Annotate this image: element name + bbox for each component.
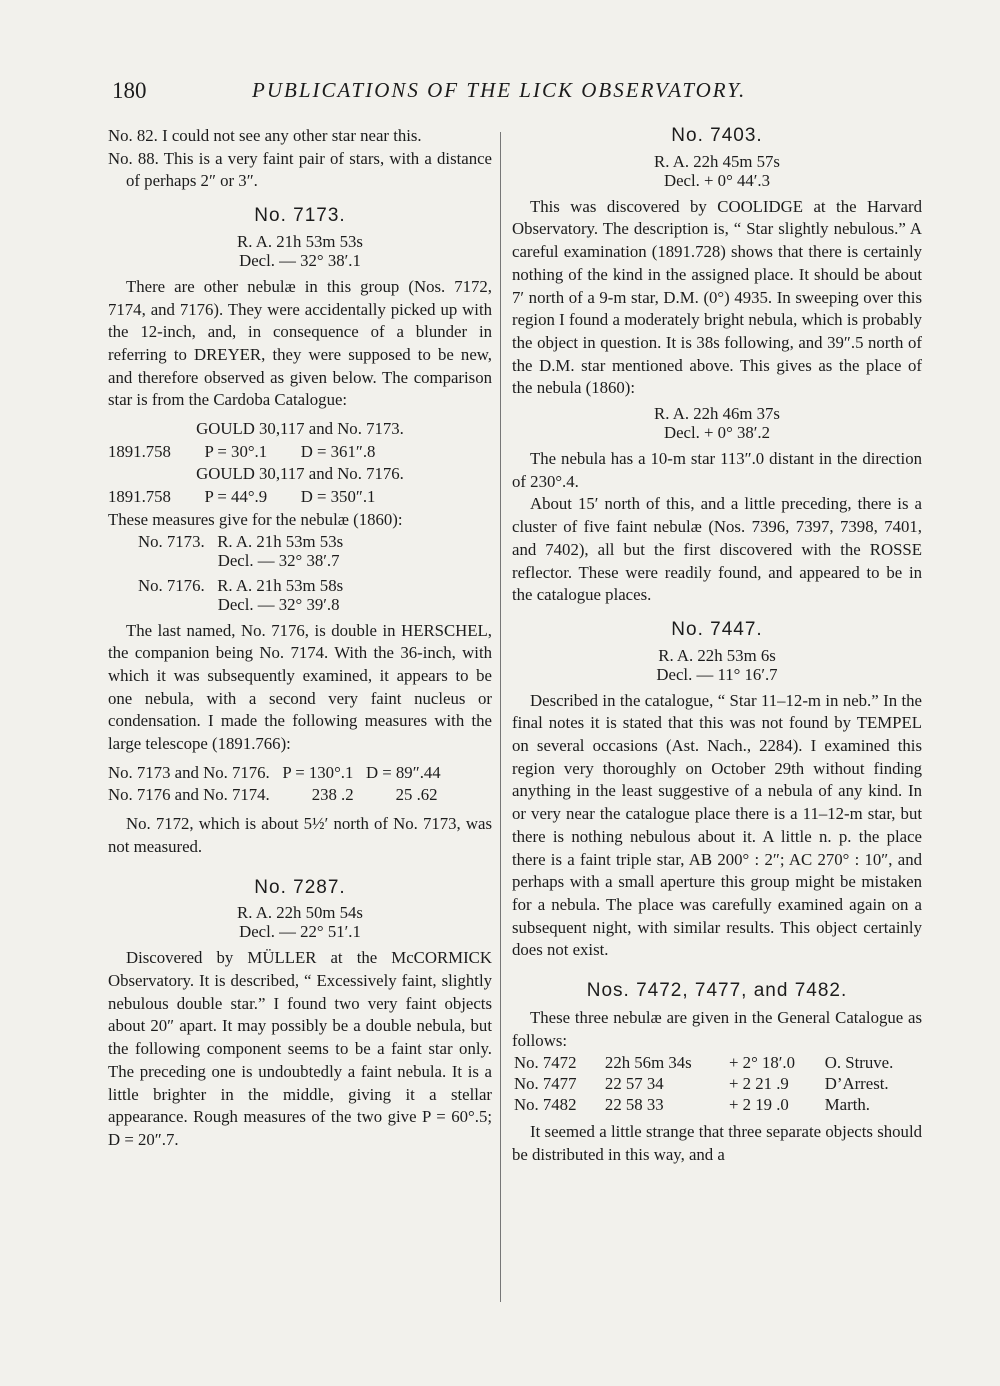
dec-7447: Decl. — 11° 16′.7 — [656, 664, 778, 684]
ra-7403-nebula: R. A. 22h 46m 37s — [654, 404, 780, 424]
measure-7176-ra: No. 7176. R. A. 21h 53m 58s — [138, 575, 344, 595]
paragraph-3: The last named, No. 7176, is double in HERSCHEL, the companion being No. 7174. With the 36-inch, with which it was subsequently examined, it appears to be one nebula, with a second very faint nucleus or condensation. I made the following measures with the large telescope (1891.766): — [108, 620, 492, 754]
note-88: No. 88. This is a very faint pair of stars, with a distance of perhaps 2″ or 3″. — [108, 148, 492, 191]
table-row — [512, 1094, 922, 1115]
coords-7403-nebula — [512, 404, 922, 442]
heading-7472: Nos. 7472, 7477, and 7482. — [586, 980, 848, 1002]
coords-7447 — [512, 646, 922, 684]
dec-7403-nebula: Decl. + 0° 38′.2 — [663, 423, 771, 443]
measure-7176-dec: Decl. — 32° 39′.8 — [138, 594, 340, 614]
measure-7173-ra: No. 7173. R. A. 21h 53m 53s — [138, 531, 344, 551]
paragraph-10: These three nebulæ are given in the General Catalogue as follows: — [512, 1007, 922, 1050]
note-82: No. 82. I could not see any other star near this. — [108, 126, 422, 145]
journal-title: PUBLICATIONS OF THE LICK OBSERVATORY. — [252, 78, 747, 102]
table-cell: No. 7482 — [514, 1095, 577, 1115]
ra-7403: R. A. 22h 45m 57s — [654, 151, 780, 171]
paragraph-9: Described in the catalogue, “ Star 11–12-m in neb.” In the final notes it is stated that this was not found by TEMPEL on several occasions (Ast. Nach., 2284). I examined this region very thoroughly on October 29th without finding anything in the least suggestive of a nebula of any kind. In or very near the catalogue place there is a 11–12-m star, but there is nothing nebulous about it. A little n. p. the place there is a faint triple star, AB 200° : 2″; AC 270° : 10″, and perhaps with a small aperture this group might be mistaken for a nebula. The place was carefully examined again on a subsequent night, with similar results. This object certainly does not exist. — [512, 690, 922, 960]
column-divider — [500, 132, 501, 1302]
coords-7173 — [108, 232, 492, 270]
right-column — [512, 125, 922, 1167]
table-cell: No. 7472 — [514, 1053, 577, 1073]
heading-7403: No. 7403. — [671, 125, 763, 146]
coords-7287 — [108, 903, 492, 941]
dec-7173: Decl. — 32° 38′.1 — [239, 250, 361, 270]
table-cell: 22h 56m 34s — [604, 1053, 692, 1073]
gould-2-row: 1891.758 P = 44°.9 D = 350″.1 — [108, 487, 376, 507]
dec-7287: Decl. — 22° 51′.1 — [239, 922, 361, 942]
paragraph-6: This was discovered by COOLIDGE at the Harvard Observatory. The description is, “ Star slightly nebulous.” A careful examination (1891.728) shows that there is certainly nothing of the kind in the assigned place. It should be about 7′ north of a 9-m star, D.M. (0°) 4935. In sweeping over this region I found a moderately bright nebula, which is probably the object in question. It is 38s following, and 39″.5 north of the D.M. star mentioned above. This gives as the place of the nebula (1860): — [512, 196, 922, 398]
paragraph-11: It seemed a little strange that three separate objects should be distributed in this way, and a — [512, 1122, 922, 1164]
pair-2: No. 7176 and No. 7174. 238 .2 25 .62 — [108, 785, 438, 805]
heading-7173: No. 7173. — [254, 205, 346, 227]
table-cell: 22 57 34 — [604, 1074, 664, 1094]
table-row — [512, 1073, 922, 1094]
coords-7403 — [512, 152, 922, 190]
table-row — [512, 1052, 922, 1073]
gould-1-row: 1891.758 P = 30°.1 D = 361″.8 — [108, 441, 376, 461]
table-cell: No. 7477 — [514, 1074, 577, 1094]
catalogue-table — [512, 1052, 922, 1115]
paragraph-8: About 15′ north of this, and a little preceding, there is a cluster of five faint nebulæ (Nos. 7396, 7397, 7398, 7401, and 7402), all but the first discovered with the ROSSE reflector. These were readily found, and appeared to be in the catalogue places. — [512, 494, 922, 605]
paragraph-1: There are other nebulæ in this group (Nos. 7172, 7174, and 7176). They were accidentally picked up with the 12-inch, and, in consequence of a blunder in referring to DREYER, they were supposed to be new, and therefore observed as given below. The comparison star is from the Cardoba Catalogue: — [108, 276, 492, 410]
table-cell: Marth. — [824, 1095, 870, 1115]
left-column — [108, 125, 492, 1152]
page-number: 180 — [112, 78, 147, 103]
gould-1-title: GOULD 30,117 and No. 7173. — [196, 419, 404, 439]
ra-7447: R. A. 22h 53m 6s — [658, 645, 776, 665]
measure-7173-dec: Decl. — 32° 38′.7 — [138, 550, 340, 570]
table-cell: O. Struve. — [824, 1053, 894, 1073]
dec-7403: Decl. + 0° 44′.3 — [663, 170, 771, 190]
table-cell: 22 58 33 — [604, 1095, 664, 1115]
table-cell: + 2° 18′.0 — [729, 1053, 796, 1073]
measures-7173 — [108, 532, 492, 570]
table-cell: D’Arrest. — [824, 1074, 889, 1094]
paragraph-5: Discovered by MÜLLER at the McCORMICK Observatory. It is described, “ Excessively faint, slightly nebulous double star.” I found two very faint objects about 20″ apart. It may possibly be a double nebula, but the following component seems to be a faint star only. The preceding one is undoubtedly a faint nebula. It is a little brighter in the middle, giving it a stellar appearance. Rough measures of the two give P = 60°.5; D = 20″.7. — [108, 948, 492, 1149]
pair-1: No. 7173 and No. 7176. P = 130°.1 D = 89″.44 — [108, 762, 441, 782]
gould-2-title: GOULD 30,117 and No. 7176. — [196, 464, 404, 484]
ra-7173: R. A. 21h 53m 53s — [237, 231, 363, 251]
running-head — [112, 78, 782, 108]
heading-7287: No. 7287. — [254, 876, 346, 898]
paragraph-2: These measures give for the nebulæ (1860): — [108, 509, 403, 529]
measures-7176 — [108, 576, 492, 614]
heading-7447: No. 7447. — [671, 618, 763, 640]
table-cell: + 2 21 .9 — [729, 1074, 789, 1094]
paragraph-4: No. 7172, which is about 5½′ north of No. 7173, was not measured. — [108, 814, 492, 856]
paragraph-7: The nebula has a 10-m star 113″.0 distant in the direction of 230°.4. — [512, 449, 922, 491]
ra-7287: R. A. 22h 50m 54s — [237, 903, 363, 923]
table-cell: + 2 19 .0 — [729, 1095, 789, 1115]
